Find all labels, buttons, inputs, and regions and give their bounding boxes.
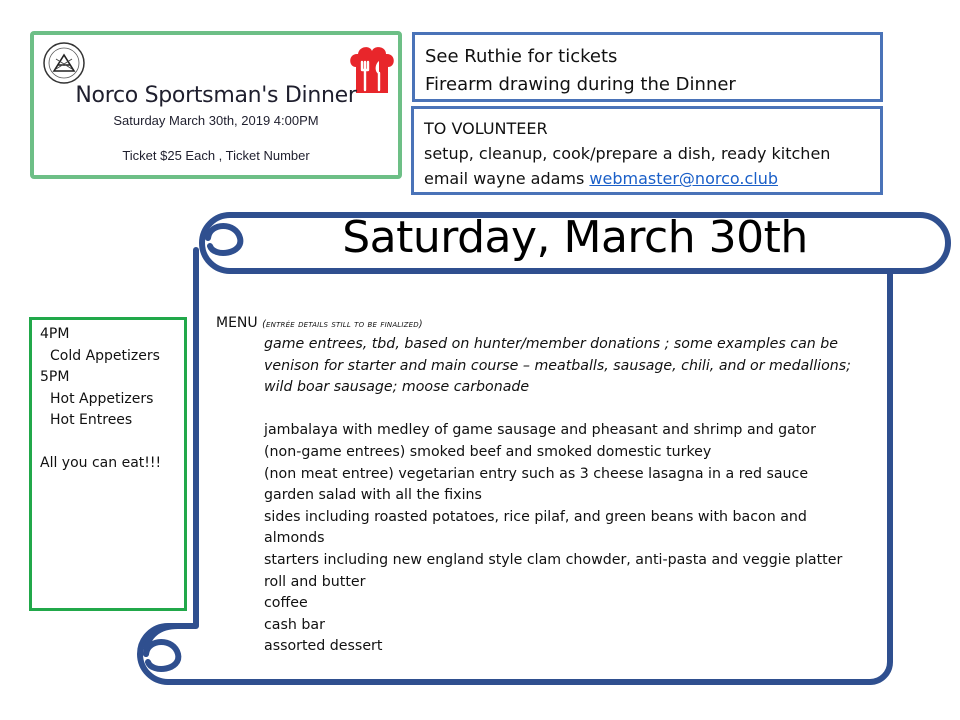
menu-lines bbox=[216, 334, 876, 658]
volunteer-tasks: setup, cleanup, cook/prepare a dish, ready kitchen bbox=[424, 144, 831, 163]
ticket-price: Ticket $25 Each , Ticket Number bbox=[122, 148, 310, 163]
event-date-title: Saturday, March 30th bbox=[342, 212, 808, 263]
schedule-footer: All you can eat!!! bbox=[40, 454, 162, 471]
menu-item: coffee bbox=[264, 595, 308, 612]
menu-item: (non meat entree) vegetarian entry such as 3 cheese lasagna in a red sauce bbox=[264, 465, 809, 482]
menu-item: assorted dessert bbox=[264, 638, 383, 655]
menu-item: (non-game entrees) smoked beef and smoked domestic turkey bbox=[264, 443, 712, 460]
menu-item: starters including new england style clam chowder, anti-pasta and veggie platter bbox=[264, 551, 843, 568]
schedule-item: Cold Appetizers bbox=[50, 347, 160, 364]
menu-item: roll and butter bbox=[264, 573, 366, 590]
menu-heading bbox=[216, 314, 876, 334]
menu-section bbox=[216, 314, 876, 658]
ticket-date: Saturday March 30th, 2019 4:00PM bbox=[113, 113, 319, 128]
menu-note: (entrée details still to be finalized) bbox=[262, 319, 423, 330]
tickets-line: See Ruthie for tickets bbox=[425, 46, 618, 67]
ticket-title: Norco Sportsman's Dinner bbox=[75, 83, 357, 108]
volunteer-heading: TO VOLUNTEER bbox=[424, 119, 548, 138]
menu-italic-line: game entrees, tbd, based on hunter/member donations ; some examples can be bbox=[264, 336, 838, 352]
schedule-item: Hot Entrees bbox=[50, 412, 133, 429]
schedule-item: Hot Appetizers bbox=[50, 390, 154, 407]
email-link[interactable]: webmaster@norco.club bbox=[589, 169, 779, 188]
menu-item: almonds bbox=[264, 530, 325, 547]
firearm-drawing-line: Firearm drawing during the Dinner bbox=[425, 74, 736, 95]
menu-label: MENU bbox=[216, 315, 263, 331]
menu-italic-line: venison for starter and main course – meatballs, sausage, chili, and or medallions; bbox=[264, 357, 851, 374]
time-4pm: 4PM bbox=[40, 326, 70, 342]
menu-item: garden salad with all the fixins bbox=[264, 487, 482, 504]
menu-item: jambalaya with medley of game sausage and pheasant and shrimp and gator bbox=[264, 422, 816, 439]
menu-item: cash bar bbox=[264, 616, 325, 633]
menu-italic-line: wild boar sausage; moose carbonade bbox=[264, 379, 530, 396]
time-5pm: 5PM bbox=[40, 369, 70, 386]
email-prefix: email wayne adams bbox=[424, 169, 590, 188]
menu-item: sides including roasted potatoes, rice pilaf, and green beans with bacon and bbox=[264, 508, 807, 525]
